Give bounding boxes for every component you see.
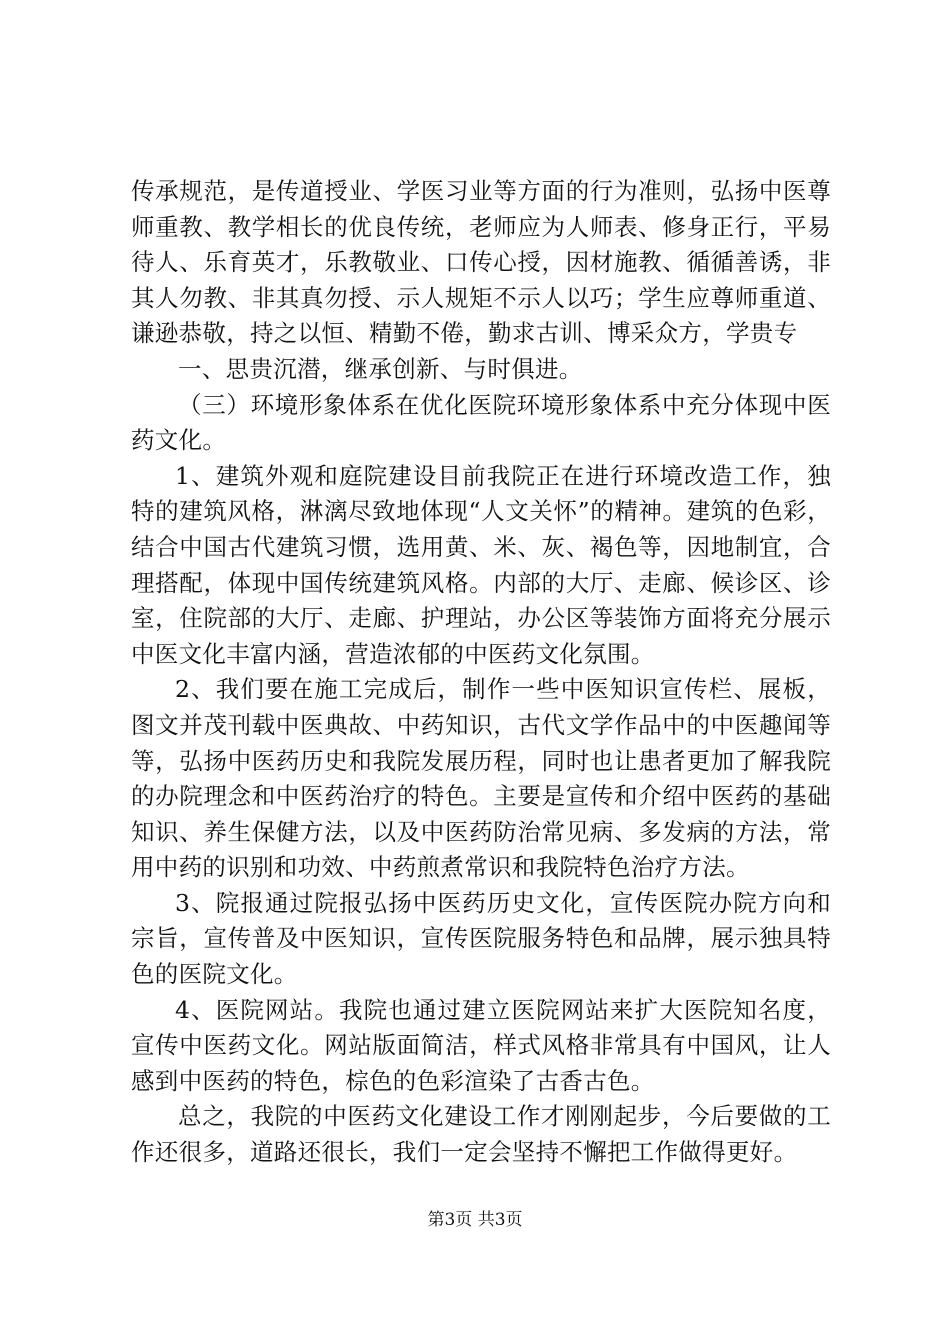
paragraph-conclusion: 总之，我院的中医药文化建设工作才刚刚起步，今后要做的工作还很多，道路还很长，我们一定会坚持不懈把工作做得更好。 — [131, 1102, 831, 1167]
paragraph-continuation: 传承规范，是传道授业、学医习业等方面的行为准则，弘扬中医尊师重教、教学相长的优良传统，老师应为人师表、修身正行，平易待人、乐育英才，乐教敬业、口传心授，因材施教、循循善诱，非其人勿教、非其真勿授、示人规矩不示人以巧；学生应尊师重道、谦逊恭敬，持之以恒、精勤不倦，勤求古训、博采众方，学贵专 — [131, 177, 831, 348]
paragraph-item-3: 3、院报通过院报弘扬中医药历史文化，宣传医院办院方向和宗旨，宣传普及中医知识，宣传医院服务特色和品牌，展示独具特色的医院文化。 — [131, 888, 831, 989]
page-number-footer: 第3页 共3页 — [427, 1210, 523, 1230]
paragraph-item-4: 4、医院网站。我院也通过建立医院网站来扩大医院知名度，宣传中医药文化。网站版面简洁，样式风格非常具有中国风，让人感到中医药的特色，棕色的色彩渲染了古香古色。 — [131, 995, 831, 1095]
paragraph-item-1: 1、建筑外观和庭院建设目前我院正在进行环境改造工作，独特的建筑风格，淋漓尽致地体现“人文关怀”的精神。建筑的色彩，结合中国古代建筑习惯，选用黄、米、灰、褐色等，因地制宜，合理搭配，体现中国传统建筑风格。内部的大厅、走廊、候诊区、诊室，住院部的大厅、走廊、护理站，办公区等装饰方面将充分展示中医文化丰富内涵，营造浓郁的中医药文化氛围。 — [131, 461, 831, 668]
paragraph-subsection-heading: （三）环境形象体系在优化医院环境形象体系中充分体现中医药文化。 — [131, 390, 831, 455]
document-body — [131, 174, 831, 1171]
paragraph-item-2: 2、我们要在施工完成后，制作一些中医知识宣传栏、展板，图文并茂刊载中医典故、中药知识，古代文学作品中的中医趣闻等等，弘扬中医药历史和我院发展历程，同时也让患者更加了解我院的办院理念和中医药治疗的特色。主要是宣传和介绍中医药的基础知识、养生保健方法，以及中医药防治常见病、多发病的方法，常用中药的识别和功效、中药煎煮常识和我院特色治疗方法。 — [131, 675, 831, 882]
paragraph-section-heading: 一、思贵沉潜，继承创新、与时俱进。 — [178, 354, 583, 383]
